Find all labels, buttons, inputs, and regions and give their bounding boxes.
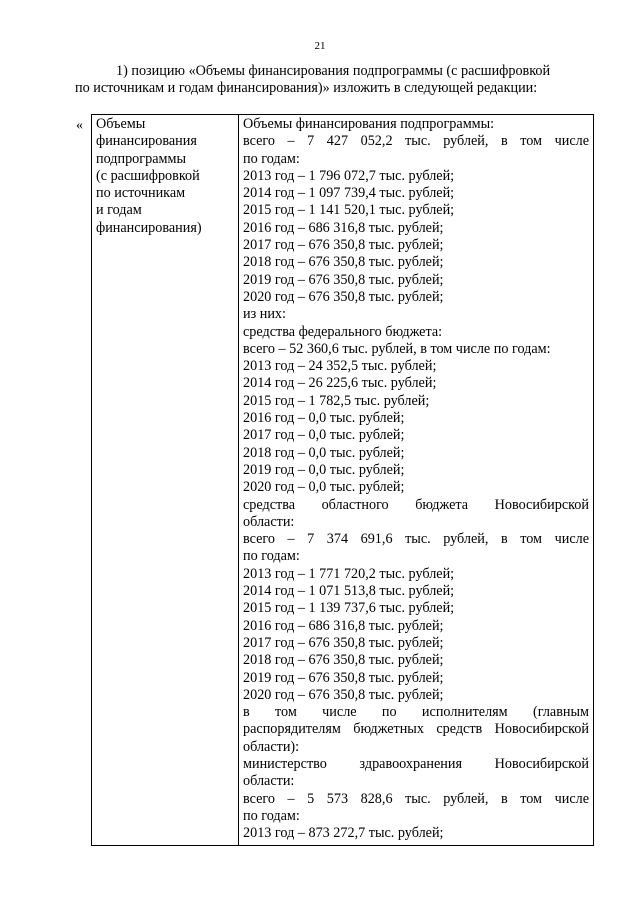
financing-label-cell <box>92 115 239 846</box>
value-line: 2020 год – 0,0 тыс. рублей; <box>243 479 405 496</box>
value-line: всего – 5 573 828,6 тыс. рублей, в том числе <box>243 790 589 807</box>
intro-line-1: 1) позицию «Объемы финансирования подпрограммы (с расшифровкой <box>116 63 551 79</box>
value-line: области: <box>243 513 295 530</box>
intro-paragraph <box>75 63 610 97</box>
intro-line-2: по источникам и годам финансирования)» изложить в следующей редакции: <box>75 80 538 96</box>
value-line: 2017 год – 0,0 тыс. рублей; <box>243 427 405 444</box>
value-line: 2013 год – 24 352,5 тыс. рублей; <box>243 358 437 375</box>
value-line: 2013 год – 1 796 072,7 тыс. рублей; <box>243 167 455 184</box>
value-line: по годам: <box>243 548 300 565</box>
value-line: области): <box>243 738 300 755</box>
value-line: 2016 год – 686 316,8 тыс. рублей; <box>243 617 444 634</box>
value-line: 2013 год – 873 272,7 тыс. рублей; <box>243 825 444 842</box>
value-line: министерство здравоохранения Новосибирской <box>243 755 589 772</box>
value-line: 2017 год – 676 350,8 тыс. рублей; <box>243 237 444 254</box>
label-line: Объемы <box>96 116 146 132</box>
value-line: 2019 год – 676 350,8 тыс. рублей; <box>243 271 444 288</box>
value-line: 2020 год – 676 350,8 тыс. рублей; <box>243 288 444 305</box>
value-line: всего – 52 360,6 тыс. рублей, в том числе по годам: <box>243 340 551 357</box>
label-line: финансирования <box>96 133 197 150</box>
value-line: 2016 год – 686 316,8 тыс. рублей; <box>243 219 444 236</box>
value-line: из них: <box>243 306 286 323</box>
financing-row <box>92 115 594 846</box>
value-line: 2013 год – 1 771 720,2 тыс. рублей; <box>243 565 455 582</box>
value-line: 2014 год – 1 071 513,8 тыс. рублей; <box>243 583 455 600</box>
value-line: 2018 год – 0,0 тыс. рублей; <box>243 444 405 461</box>
value-line: 2015 год – 1 782,5 тыс. рублей; <box>243 392 430 409</box>
value-line: 2018 год – 676 350,8 тыс. рублей; <box>243 652 444 669</box>
label-line: подпрограммы <box>96 150 186 167</box>
label-line: по источникам <box>96 185 186 202</box>
label-line: (с расшифровкой <box>96 167 200 184</box>
value-line: всего – 7 427 052,2 тыс. рублей, в том числе <box>243 133 589 150</box>
financing-value-cell <box>239 115 594 846</box>
value-line: средства федерального бюджета: <box>243 323 443 340</box>
value-line: средства областного бюджета Новосибирской <box>243 496 589 513</box>
value-line: распорядителям бюджетных средств Новосибирской <box>243 721 589 738</box>
value-line: Объемы финансирования подпрограммы: <box>243 116 495 132</box>
value-line: по годам: <box>243 150 300 167</box>
value-line: 2017 год – 676 350,8 тыс. рублей; <box>243 634 444 651</box>
financing-table <box>91 114 594 846</box>
value-line: 2018 год – 676 350,8 тыс. рублей; <box>243 254 444 271</box>
value-line: области: <box>243 773 295 790</box>
label-line: и годам <box>96 202 142 219</box>
value-line: по годам: <box>243 807 300 824</box>
value-line: 2019 год – 676 350,8 тыс. рублей; <box>243 669 444 686</box>
value-line: в том числе по исполнителям (главным <box>243 704 589 721</box>
value-line: 2015 год – 1 139 737,6 тыс. рублей; <box>243 600 455 617</box>
value-line: 2014 год – 26 225,6 тыс. рублей; <box>243 375 437 392</box>
opening-quote-mark: « <box>76 118 83 133</box>
value-line: 2016 год – 0,0 тыс. рублей; <box>243 410 405 427</box>
value-line: 2015 год – 1 141 520,1 тыс. рублей; <box>243 202 455 219</box>
value-line: всего – 7 374 691,6 тыс. рублей, в том числе <box>243 531 589 548</box>
value-line: 2019 год – 0,0 тыс. рублей; <box>243 461 405 478</box>
value-line: 2020 год – 676 350,8 тыс. рублей; <box>243 686 444 703</box>
page-number: 21 <box>314 40 326 52</box>
value-line: 2014 год – 1 097 739,4 тыс. рублей; <box>243 185 455 202</box>
label-line: финансирования) <box>96 219 202 236</box>
